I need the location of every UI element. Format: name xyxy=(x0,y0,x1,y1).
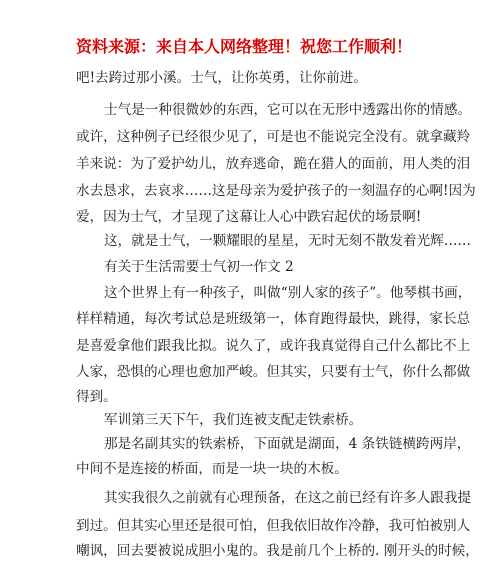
page-header: 资料来源：来自本人网络整理！祝您工作顺利！ xyxy=(76,37,413,56)
text-line: 得到。 xyxy=(76,389,117,405)
text-line: 嘲讽，回去要被说成胆小鬼的。我是前几个上桥的. 刚开头的时候， xyxy=(76,543,479,559)
text-line: 其实我很久之前就有心理预备，在这之前已经有许多人跟我提 xyxy=(104,490,472,506)
text-line: 人家，恐惧的心理也愈加严峻。但其实，只要有士气，你什么都做 xyxy=(76,364,471,380)
text-line: 或许，这种例子已经很少见了，可是也不能说完全没有。就拿藏羚 xyxy=(76,129,471,145)
text-line: 士气是一种很微妙的东西，它可以在无形中透露出你的情感。 xyxy=(104,102,472,118)
text-line: 有关于生活需要士气初一作文 2 xyxy=(104,259,294,275)
text-line: 爱，因为士气，才呈现了这幕让人心中跌宕起伏的场景啊! xyxy=(76,209,422,225)
text-line: 那是名副其实的铁索桥，下面就是湖面，4 条铁链横跨两岸， xyxy=(104,436,471,452)
text-line: 中间不是连接的桥面，而是一块一块的木板。 xyxy=(76,461,348,477)
text-line: 军训第三天下午，我们连被支配走铁索桥。 xyxy=(104,412,363,428)
text-line: 样样精通，每次考试总是班级第一，体育跑得最快，跳得，家长总 xyxy=(76,311,471,327)
text-line: 是喜爱拿他们跟我比拟。说久了，或许我真觉得自己什么都比不上 xyxy=(76,338,471,354)
text-line: 吧!去跨过那小溪。士气，让你英勇，让你前进。 xyxy=(76,70,367,86)
text-line: 到过。但其实心里还是很可怕，但我依旧故作冷静，我可怕被别人 xyxy=(76,518,471,534)
text-line: 羊来说：为了爱护幼儿，放弃逃命，跪在猎人的面前，用人类的泪 xyxy=(76,156,471,172)
text-line: 这，就是士气，一颗耀眼的星星，无时无刻不散发着光辉…… xyxy=(104,233,472,249)
text-line: 水去恳求，去哀求……这是母亲为爱护孩子的一刻温存的心啊!因为 xyxy=(76,183,476,199)
text-line: 这个世界上有一种孩子，叫做“别人家的孩子”。他琴棋书画， xyxy=(104,285,472,301)
